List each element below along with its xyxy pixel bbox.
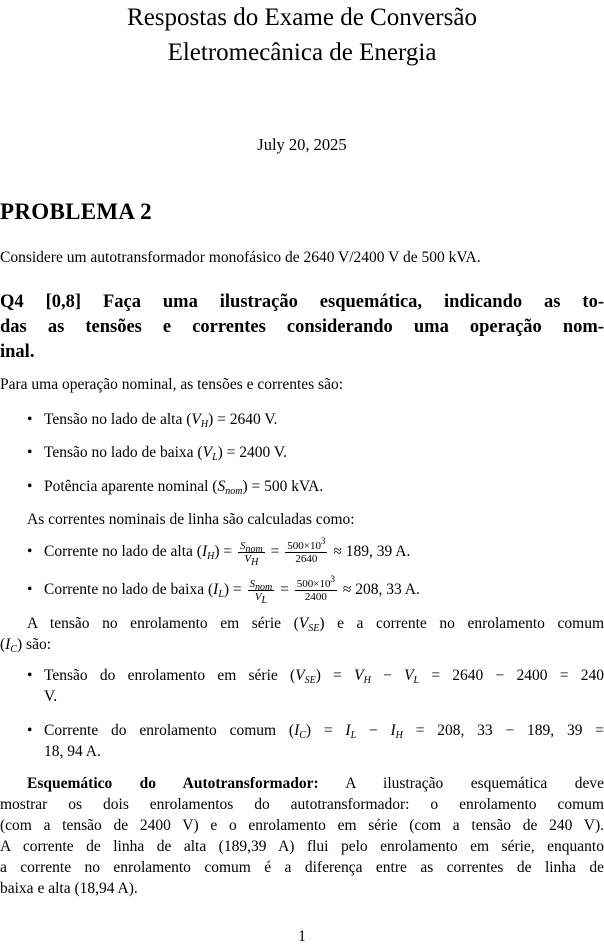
list-item-vh: Tensão no lado de alta $(V_H) = 2640$ V.: [44, 411, 278, 430]
document-title: [0, 0, 604, 70]
question-line-2: das as tensões e correntes considerando uma operação nom-: [0, 317, 604, 337]
list-item-il: Corrente no lado de baixa $(I_L)$ = $\frac{S_{nom}}{V_L}$ = $\frac{500\times 10^3}{2400}$ ≈ 208, 33 A.: [44, 573, 420, 606]
page-number: 1: [298, 928, 306, 945]
list-item-vse: Tensão do enrolamento em série $(V_{SE}) = V_H - V_L = 2640 - 2400 = 240$ V.: [44, 667, 604, 705]
bullet-icon: •: [27, 543, 33, 560]
list-item-ic: Corrente do enrolamento comum $(I_C) = I_L - I_H = 208$, 33 − 189, 39 = 18, 94 A.: [44, 722, 604, 760]
currents-paragraph: As correntes nominais de linha são calculadas como:: [27, 511, 355, 528]
bullet-icon: •: [27, 667, 33, 684]
title-line-1: Respostas do Exame de Conversão: [127, 4, 477, 31]
nominal-paragraph: Para uma operação nominal, as tensões e correntes são:: [0, 376, 344, 393]
document-date: July 20, 2025: [257, 135, 347, 154]
problem-heading: PROBLEMA 2: [0, 199, 152, 224]
bullet-icon: •: [27, 478, 33, 495]
intro-paragraph: Considere um autotransformador monofásico de 2640 V/2400 V de 500 kVA.: [0, 249, 481, 266]
question-heading: [0, 290, 604, 365]
question-line-1: Q4 [0,8] Faça uma ilustração esquemática, indicando as to-: [0, 292, 604, 312]
list-item-ih: Corrente no lado de alta $(I_H)$ = $\frac{S_{nom}}{V_H}$ = $\frac{500\times 10^3}{2640}$ ≈ 189, 39 A.: [44, 535, 411, 568]
schematic-paragraph: Esquemático do Autotransformador: A ilustração esquemática deve mostrar os dois enrolamentos do autotransformador: o enrolamento comum (com a tensão de 2400 V) e o enrolamento em série (com a tensão de 240 V). A corrente de linha de alta (189,39 A) flui pelo enrolamento em série, enquanto a corrente no enrolamento comum é a diferença entre as correntes de linha de baixa e alta (18,94 A).: [0, 775, 604, 897]
list-item-snom: Potência aparente nominal $(S_{nom}) = 500$ kVA.: [44, 478, 324, 497]
series-paragraph: A tensão no enrolamento em série $(V_{SE})$ e a corrente no enrolamento comum $(I_C)$ são:: [0, 615, 604, 655]
list-item-vl: Tensão no lado de baixa $(V_L) = 2400$ V.: [44, 444, 287, 463]
question-line-3: inal.: [0, 342, 35, 362]
bullet-icon: •: [27, 722, 33, 739]
schematic-bold-label: Esquemático do Autotransformador:: [27, 775, 319, 792]
bullet-icon: •: [27, 444, 33, 461]
bullet-icon: •: [27, 411, 33, 428]
title-line-2: Eletromecânica de Energia: [167, 39, 437, 66]
bullet-icon: •: [27, 581, 33, 598]
